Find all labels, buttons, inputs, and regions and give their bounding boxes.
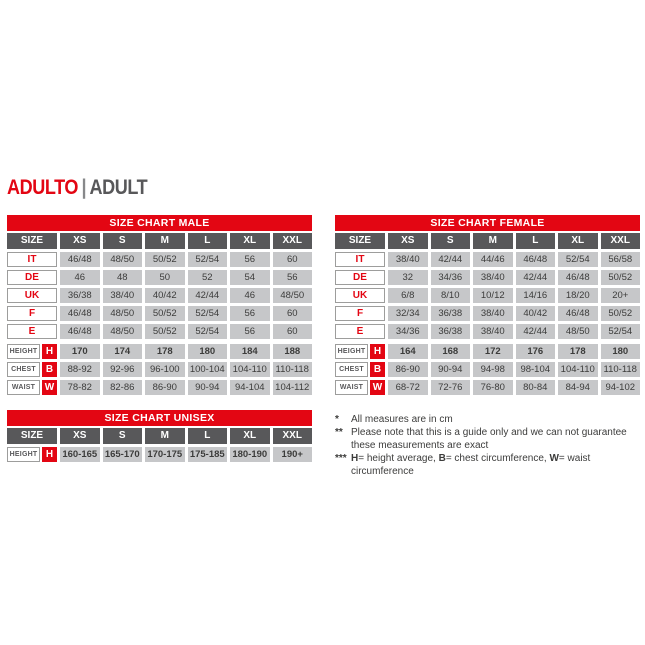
size-value-cell: 46 <box>230 288 270 303</box>
size-value-cell: 60 <box>273 306 313 321</box>
size-value-cell: 34/36 <box>388 324 428 339</box>
measure-value-cell: 165-170 <box>103 447 143 462</box>
footnote <box>335 413 645 426</box>
footnote-segment: All measures are in cm <box>351 414 453 425</box>
column-header: S <box>431 233 471 249</box>
column-header: M <box>473 233 513 249</box>
size-column-header: SIZE <box>335 233 385 249</box>
size-value-cell: 50 <box>145 270 185 285</box>
footnote <box>335 452 645 478</box>
footnote-segment: W <box>549 453 559 464</box>
size-value-cell: 48/50 <box>103 324 143 339</box>
row-label-de: DE <box>7 270 57 285</box>
size-value-cell: 52/54 <box>188 252 228 267</box>
column-header: XS <box>388 233 428 249</box>
measure-label-text: HEIGHT <box>335 344 368 359</box>
measure-value-cell: 172 <box>473 344 513 359</box>
column-header: L <box>516 233 556 249</box>
measure-value-cell: 178 <box>145 344 185 359</box>
size-value-cell: 48/50 <box>273 288 313 303</box>
size-value-cell: 60 <box>273 252 313 267</box>
row-label-uk: UK <box>7 288 57 303</box>
size-value-cell: 48/50 <box>558 324 598 339</box>
size-value-cell: 46 <box>60 270 100 285</box>
measure-label-text: WAIST <box>335 380 368 395</box>
measure-badge: B <box>370 362 385 377</box>
size-value-cell: 40/42 <box>516 306 556 321</box>
size-value-cell: 56/58 <box>601 252 641 267</box>
measure-value-cell: 88-92 <box>60 362 100 377</box>
row-label-e: E <box>7 324 57 339</box>
measure-label-text: HEIGHT <box>7 344 40 359</box>
size-value-cell: 38/40 <box>103 288 143 303</box>
row-label-it: IT <box>7 252 57 267</box>
size-value-cell: 50/52 <box>145 306 185 321</box>
measure-row-label <box>7 447 57 462</box>
measure-row-label <box>335 362 385 377</box>
size-value-cell: 56 <box>230 324 270 339</box>
row-label-e: E <box>335 324 385 339</box>
measure-value-cell: 92-96 <box>103 362 143 377</box>
size-column-header: SIZE <box>7 233 57 249</box>
footnote-text <box>351 426 645 452</box>
size-value-cell: 20+ <box>601 288 641 303</box>
measure-badge: H <box>42 447 57 462</box>
footnote-segment: H <box>351 453 359 464</box>
column-header: XXL <box>273 233 313 249</box>
size-value-cell: 48 <box>103 270 143 285</box>
measure-value-cell: 94-104 <box>230 380 270 395</box>
page-title-primary: ADULTO <box>7 176 79 199</box>
measure-badge: W <box>42 380 57 395</box>
size-value-cell: 36/38 <box>431 324 471 339</box>
size-value-cell: 46/48 <box>60 324 100 339</box>
measure-value-cell: 90-94 <box>188 380 228 395</box>
size-value-cell: 52/54 <box>188 306 228 321</box>
measure-row-label <box>7 380 57 395</box>
measure-value-cell: 104-110 <box>230 362 270 377</box>
footnote-segment: = waist circumference <box>351 453 591 477</box>
column-header: XXL <box>601 233 641 249</box>
column-header: XL <box>230 233 270 249</box>
size-value-cell: 46/48 <box>558 306 598 321</box>
footnote-text <box>351 413 645 426</box>
footnote-segment: = height average, <box>358 453 439 464</box>
measure-value-cell: 86-90 <box>388 362 428 377</box>
measure-value-cell: 78-82 <box>60 380 100 395</box>
measure-value-cell: 80-84 <box>516 380 556 395</box>
size-value-cell: 56 <box>273 270 313 285</box>
measure-row-label <box>335 344 385 359</box>
size-value-cell: 50/52 <box>145 324 185 339</box>
measure-value-cell: 175-185 <box>188 447 228 462</box>
measure-badge: B <box>42 362 57 377</box>
measure-value-cell: 76-80 <box>473 380 513 395</box>
size-value-cell: 52/54 <box>558 252 598 267</box>
size-value-cell: 52/54 <box>188 324 228 339</box>
measure-value-cell: 82-86 <box>103 380 143 395</box>
measure-badge: W <box>370 380 385 395</box>
size-value-cell: 38/40 <box>388 252 428 267</box>
column-header: S <box>103 428 143 444</box>
size-value-cell: 52/54 <box>601 324 641 339</box>
column-header: M <box>145 233 185 249</box>
size-value-cell: 50/52 <box>145 252 185 267</box>
measure-value-cell: 180 <box>601 344 641 359</box>
size-value-cell: 42/44 <box>516 324 556 339</box>
page-title <box>7 176 147 200</box>
measure-label-text: HEIGHT <box>7 447 40 462</box>
measure-label-text: CHEST <box>335 362 368 377</box>
measure-value-cell: 100-104 <box>188 362 228 377</box>
size-value-cell: 38/40 <box>473 306 513 321</box>
size-value-cell: 14/16 <box>516 288 556 303</box>
column-header: XL <box>558 233 598 249</box>
size-value-cell: 32 <box>388 270 428 285</box>
size-value-cell: 46/48 <box>558 270 598 285</box>
measure-value-cell: 184 <box>230 344 270 359</box>
row-label-f: F <box>335 306 385 321</box>
measure-value-cell: 178 <box>558 344 598 359</box>
measure-value-cell: 170-175 <box>145 447 185 462</box>
size-grid <box>7 428 312 444</box>
chart-title: SIZE CHART MALE <box>7 215 312 231</box>
measure-value-cell: 188 <box>273 344 313 359</box>
size-value-cell: 42/44 <box>431 252 471 267</box>
column-header: XL <box>230 428 270 444</box>
size-value-cell: 6/8 <box>388 288 428 303</box>
measure-value-cell: 168 <box>431 344 471 359</box>
measure-value-cell: 84-94 <box>558 380 598 395</box>
measure-value-cell: 98-104 <box>516 362 556 377</box>
size-value-cell: 40/42 <box>145 288 185 303</box>
measure-value-cell: 94-98 <box>473 362 513 377</box>
measure-value-cell: 72-76 <box>431 380 471 395</box>
measure-grid <box>335 344 640 395</box>
size-value-cell: 46/48 <box>60 252 100 267</box>
footnote-segment: Please note that this is a guide only and we can not guarantee these measurements are exact <box>351 427 627 451</box>
footnote-marker: ** <box>335 427 343 438</box>
size-value-cell: 32/34 <box>388 306 428 321</box>
measure-value-cell: 160-165 <box>60 447 100 462</box>
size-value-cell: 36/38 <box>431 306 471 321</box>
measure-value-cell: 180-190 <box>230 447 270 462</box>
measure-badge: H <box>370 344 385 359</box>
size-value-cell: 42/44 <box>188 288 228 303</box>
column-header: M <box>145 428 185 444</box>
column-header: XS <box>60 233 100 249</box>
row-label-uk: UK <box>335 288 385 303</box>
size-chart-male <box>7 215 312 395</box>
size-value-cell: 44/46 <box>473 252 513 267</box>
size-value-cell: 50/52 <box>601 306 641 321</box>
size-grid <box>7 233 312 339</box>
size-chart-unisex <box>7 410 312 462</box>
measure-value-cell: 104-112 <box>273 380 313 395</box>
column-header: L <box>188 428 228 444</box>
measure-value-cell: 96-100 <box>145 362 185 377</box>
footnote-segment: = chest circumference, <box>445 453 550 464</box>
column-header: L <box>188 233 228 249</box>
measure-value-cell: 170 <box>60 344 100 359</box>
page-title-separator: | <box>81 176 87 199</box>
measure-label-text: WAIST <box>7 380 40 395</box>
size-value-cell: 46/48 <box>516 252 556 267</box>
measure-grid <box>7 344 312 395</box>
measure-grid <box>7 447 312 462</box>
measure-value-cell: 68-72 <box>388 380 428 395</box>
size-value-cell: 54 <box>230 270 270 285</box>
size-value-cell: 56 <box>230 306 270 321</box>
size-value-cell: 34/36 <box>431 270 471 285</box>
measure-value-cell: 176 <box>516 344 556 359</box>
size-value-cell: 50/52 <box>601 270 641 285</box>
row-label-f: F <box>7 306 57 321</box>
measure-value-cell: 90-94 <box>431 362 471 377</box>
measure-value-cell: 174 <box>103 344 143 359</box>
footnote <box>335 426 645 452</box>
column-header: XXL <box>273 428 313 444</box>
measure-value-cell: 104-110 <box>558 362 598 377</box>
row-label-de: DE <box>335 270 385 285</box>
footnote-segment: B <box>438 453 446 464</box>
footnote-text <box>351 452 645 478</box>
measure-label-text: CHEST <box>7 362 40 377</box>
size-column-header: SIZE <box>7 428 57 444</box>
measure-value-cell: 110-118 <box>601 362 641 377</box>
size-chart-female <box>335 215 640 395</box>
size-value-cell: 8/10 <box>431 288 471 303</box>
measure-value-cell: 86-90 <box>145 380 185 395</box>
measure-value-cell: 110-118 <box>273 362 313 377</box>
size-value-cell: 56 <box>230 252 270 267</box>
size-value-cell: 48/50 <box>103 306 143 321</box>
size-value-cell: 52 <box>188 270 228 285</box>
measure-row-label <box>335 380 385 395</box>
measure-value-cell: 190+ <box>273 447 313 462</box>
size-value-cell: 46/48 <box>60 306 100 321</box>
measure-badge: H <box>42 344 57 359</box>
size-value-cell: 48/50 <box>103 252 143 267</box>
size-value-cell: 38/40 <box>473 270 513 285</box>
row-label-it: IT <box>335 252 385 267</box>
measure-value-cell: 94-102 <box>601 380 641 395</box>
size-value-cell: 60 <box>273 324 313 339</box>
footnote-marker: * <box>335 414 339 425</box>
measure-value-cell: 180 <box>188 344 228 359</box>
size-value-cell: 42/44 <box>516 270 556 285</box>
column-header: XS <box>60 428 100 444</box>
page-title-secondary: ADULT <box>89 176 148 199</box>
column-header: S <box>103 233 143 249</box>
chart-title: SIZE CHART UNISEX <box>7 410 312 426</box>
size-value-cell: 38/40 <box>473 324 513 339</box>
size-value-cell: 10/12 <box>473 288 513 303</box>
size-grid <box>335 233 640 339</box>
measure-value-cell: 164 <box>388 344 428 359</box>
footnotes <box>335 413 645 478</box>
measure-row-label <box>7 344 57 359</box>
chart-title: SIZE CHART FEMALE <box>335 215 640 231</box>
size-value-cell: 18/20 <box>558 288 598 303</box>
measure-row-label <box>7 362 57 377</box>
footnote-marker: *** <box>335 453 347 464</box>
size-value-cell: 36/38 <box>60 288 100 303</box>
